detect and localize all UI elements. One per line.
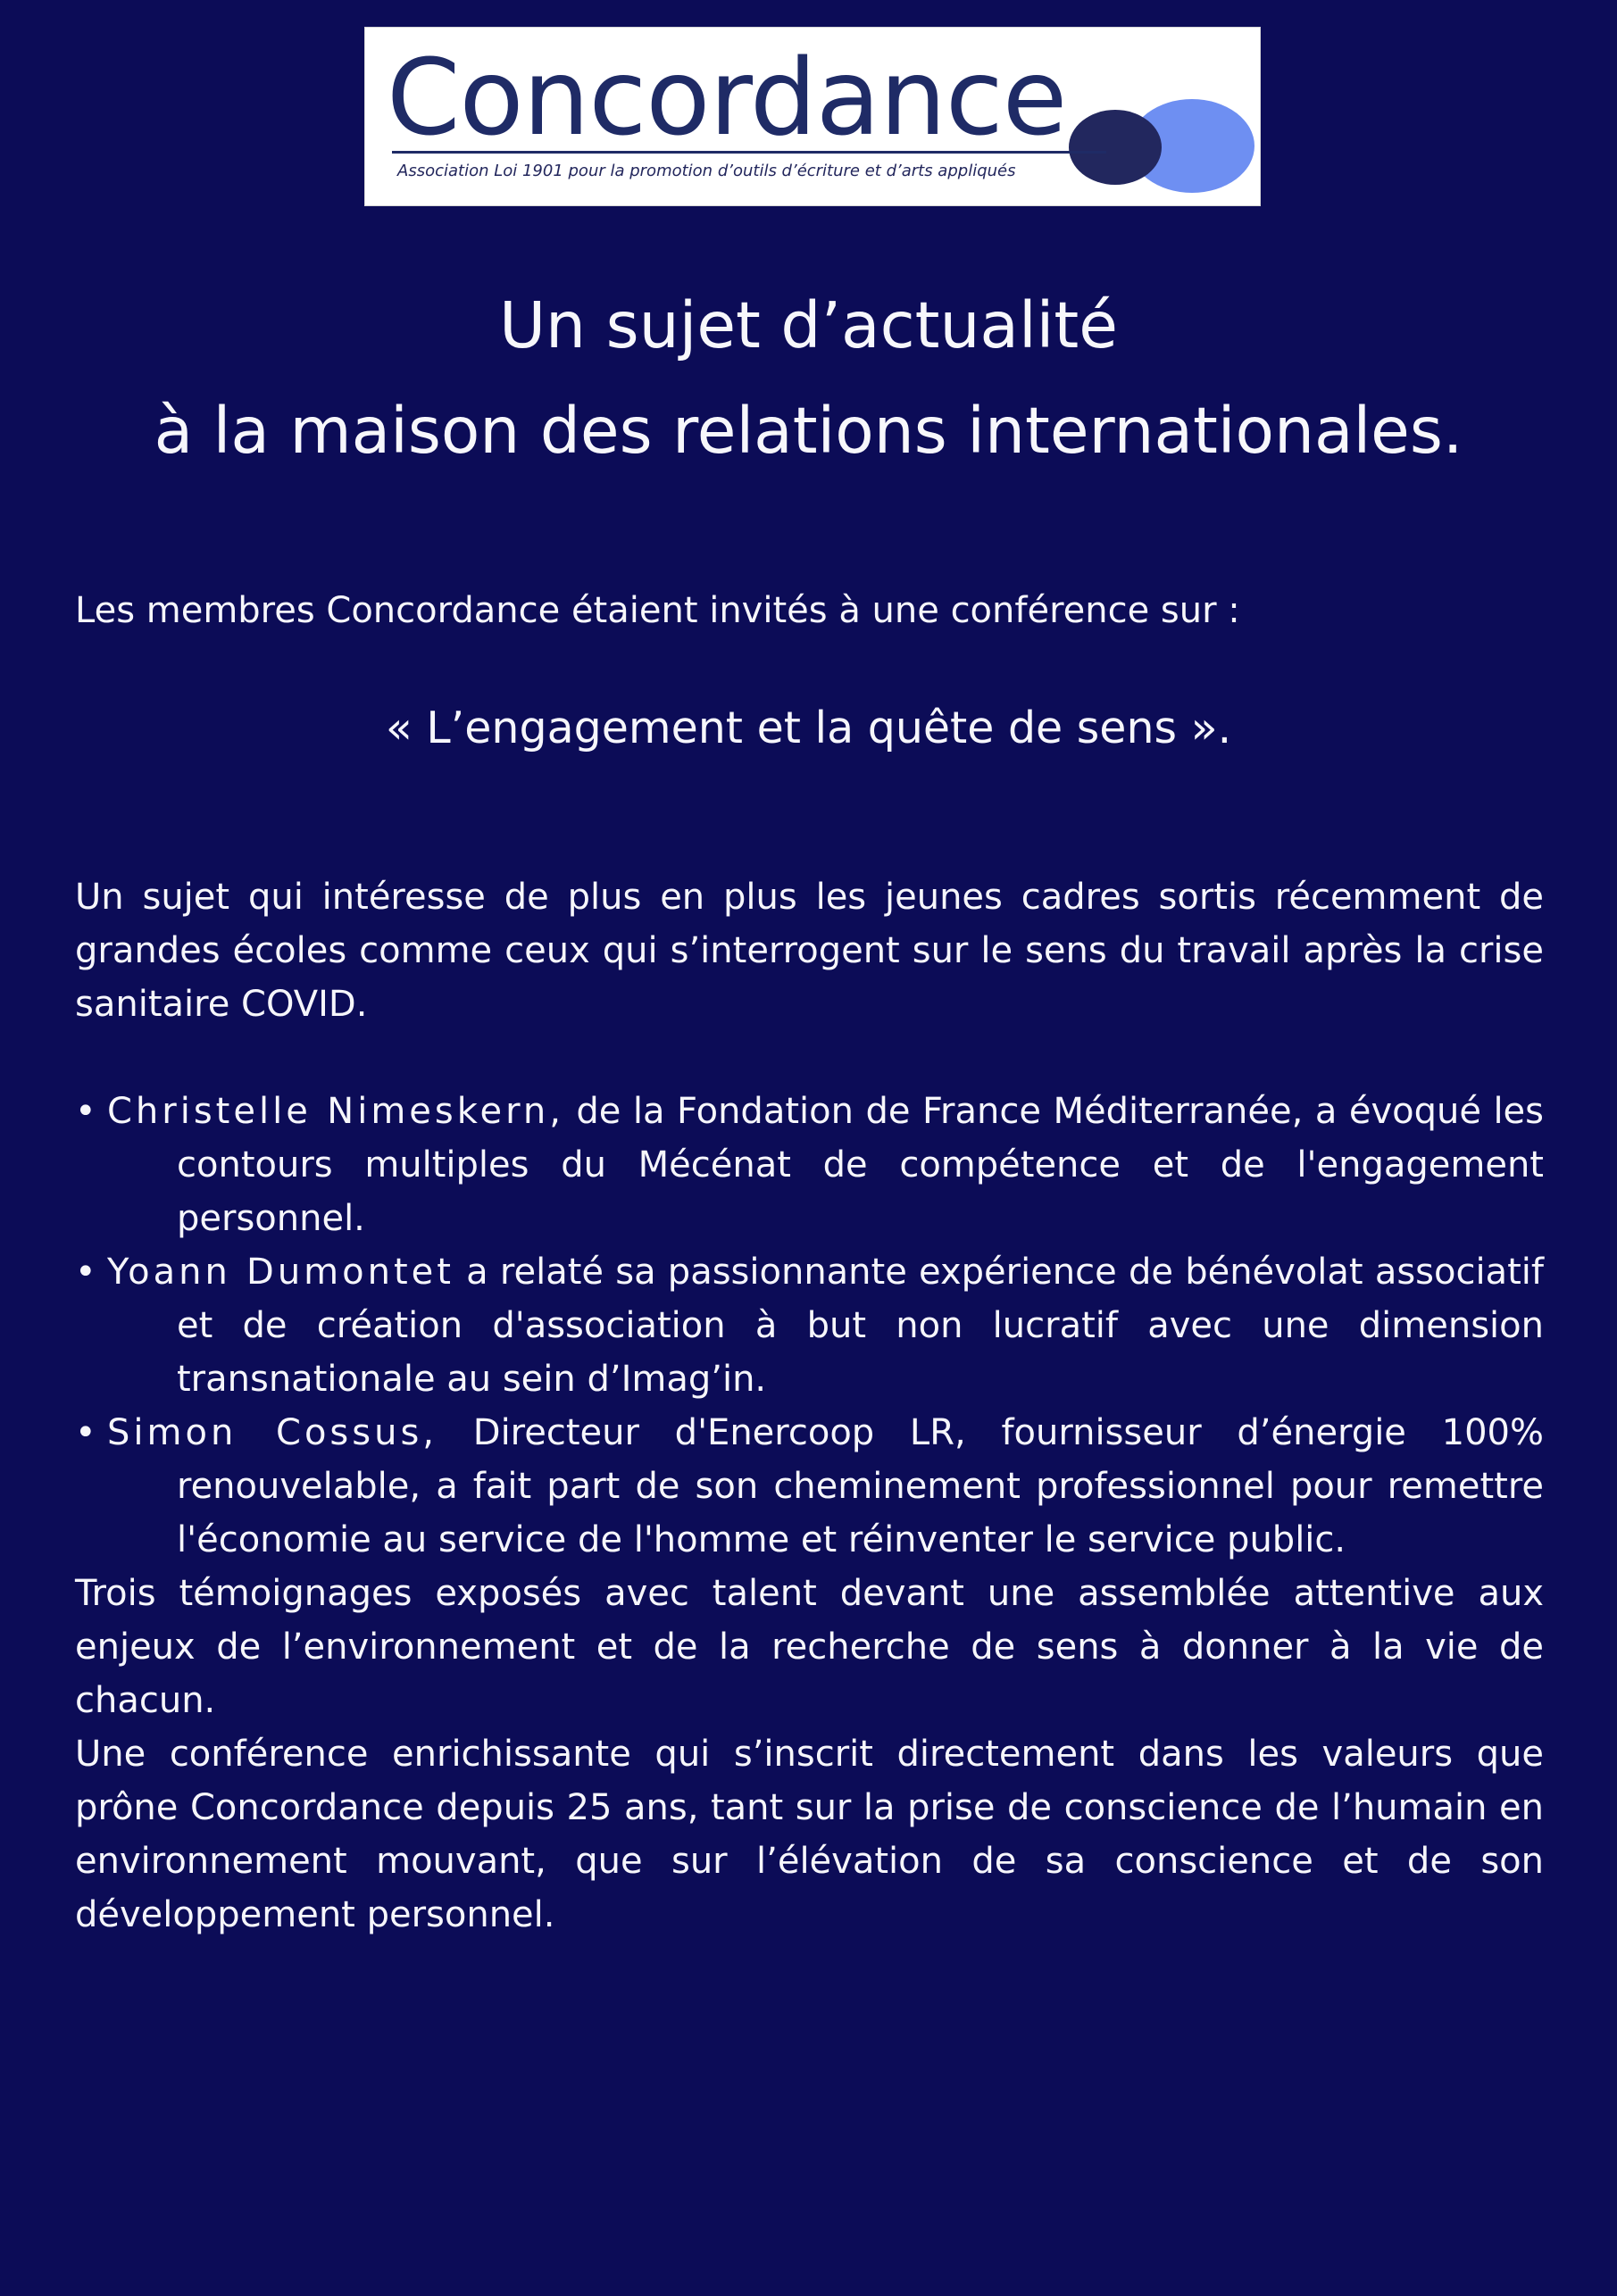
speaker-lead <box>75 1252 1544 1400</box>
concordance-logo <box>364 27 1261 206</box>
title-line-2: à la maison des relations internationales. <box>154 394 1463 468</box>
logo-wordmark: Concordance <box>387 36 1067 159</box>
logo-tagline: Association Loi 1901 pour la promotion d’outils d’écriture et d’arts appliqués <box>397 162 1016 180</box>
intro-text: Les membres Concordance étaient invités à une conférence sur : <box>75 590 1240 631</box>
speaker-description: Directeur d'Enercoop LR, fournisseur d’énergie 100% renouvelable, a fait part de son cheminement professionnel pour remettre l'économie au service de l'homme et réinventer le service public. <box>177 1412 1545 1560</box>
conference-quote: « L’engagement et la quête de sens ». <box>385 703 1232 753</box>
speaker-name: Simon Cossus, <box>107 1412 438 1453</box>
speaker-description: a relaté sa passionnante expérience de bénévolat associatif et de création d'association à but non lucratif avec une dimension transnationale au sein d’Imag’in. <box>177 1252 1544 1400</box>
paragraph-conclusion: Une conférence enrichissante qui s’inscrit directement dans les valeurs que prône Concordance depuis 25 ans, tant sur la prise de conscience de l’humain en environnement mouvant, que sur l’élévation de sa conscience et de son développement personnel. <box>75 1734 1544 1935</box>
page-title <box>0 273 1617 484</box>
bullet-point: • <box>75 1091 96 1132</box>
speaker-name: Christelle Nimeskern, <box>107 1091 564 1132</box>
speaker-item <box>75 1085 1544 1245</box>
speaker-item <box>75 1406 1544 1567</box>
bullet-point: • <box>75 1252 96 1293</box>
speaker-name: Yoann Dumontet <box>107 1252 454 1293</box>
title-line-1: Un sujet d’actualité <box>499 288 1118 362</box>
bullet-point: • <box>75 1412 96 1453</box>
logo-dark-oval <box>1069 110 1162 185</box>
speaker-lead <box>75 1091 1544 1239</box>
paragraph-subject: Un sujet qui intéresse de plus en plus les jeunes cadres sortis récemment de grandes écoles comme ceux qui s’interrogent sur le sens du travail après la crise sanitaire COVID. <box>75 877 1544 1025</box>
speaker-list <box>75 1085 1544 1567</box>
speaker-item <box>75 1245 1544 1406</box>
speaker-description: de la Fondation de France Méditerranée, a évoqué les contours multiples du Mécénat de compétence et de l'engagement personnel. <box>177 1091 1545 1239</box>
speaker-lead <box>75 1412 1544 1560</box>
logo-rule <box>392 151 1106 154</box>
paragraph-testimonies: Trois témoignages exposés avec talent devant une assemblée attentive aux enjeux de l’environnement et de la recherche de sens à donner à la vie de chacun. <box>75 1573 1544 1721</box>
